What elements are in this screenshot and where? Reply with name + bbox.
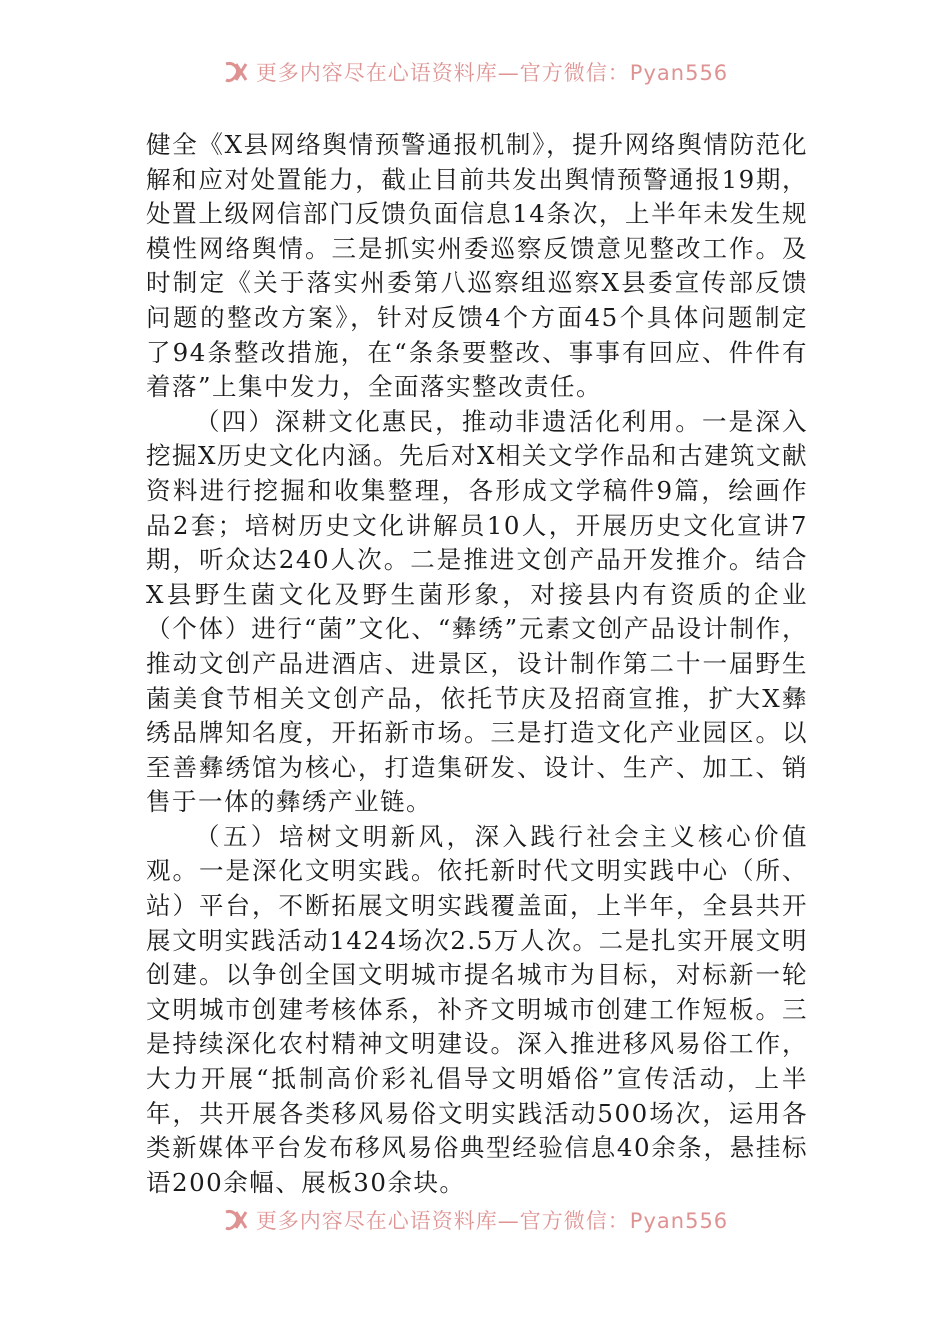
document-body (146, 128, 808, 1200)
paragraph-section-four: （四）深耕文化惠民，推动非遗活化利用。一是深入挖掘X历史文化内涵。先后对X相关文学作品和古建筑文献资料进行挖掘和收集整理，各形成文学稿件9篇，绘画作品2套；培树历史文化讲解员10人，开展历史文化宣讲7期，听众达240人次。二是推进文创产品开发推介。结合X县野生菌文化及野生菌形象，对接县内有资质的企业（个体）进行“菌”文化、“彝绣”元素文创产品设计制作，推动文创产品进酒店、进景区，设计制作第二十一届野生菌美食节相关文创产品，依托节庆及招商宣推，扩大X彝绣品牌知名度，开拓新市场。三是打造文化产业园区。以至善彝绣馆为核心，打造集研发、设计、生产、加工、销售于一体的彝绣产业链。 (146, 406, 808, 817)
paragraph-continued: 健全《X县网络舆情预警通报机制》，提升网络舆情防范化解和应对处置能力，截止目前共发出舆情预警通报19期，处置上级网信部门反馈负面信息14条次，上半年未发生规模性网络舆情。三是抓实州委巡察反馈意见整改工作。及时制定《关于落实州委第八巡察组巡察X县委宣传部反馈问题的整改方案》，针对反馈4个方面45个具体问题制定了94条整改措施，在“条条要整改、事事有回应、件件有着落”上集中发力，全面落实整改责任。 (146, 130, 808, 402)
header-watermark (0, 55, 950, 89)
header-watermark-text: 更多内容尽在心语资料库—官方微信：Pyan556 (255, 61, 729, 85)
dx-logo-icon (222, 58, 250, 86)
paragraph-section-five: （五）培树文明新风，深入践行社会主义核心价值观。一是深化文明实践。依托新时代文明实践中心（所、站）平台，不断拓展文明实践覆盖面，上半年，全县共开展文明实践活动1424场次2.5万人次。二是扎实开展文明创建。以争创全国文明城市提名城市为目标，对标新一轮文明城市创建考核体系，补齐文明城市创建工作短板。三是持续深化农村精神文明建设。深入推进移风易俗工作，大力开展“抵制高价彩礼倡导文明婚俗”宣传活动，上半年，共开展各类移风易俗文明实践活动500场次，运用各类新媒体平台发布移风易俗典型经验信息40余条，悬挂标语200余幅、展板30余块。 (146, 821, 808, 1197)
footer-watermark (0, 1203, 950, 1237)
dx-logo-icon (222, 1206, 250, 1234)
footer-watermark-text: 更多内容尽在心语资料库—官方微信：Pyan556 (255, 1209, 729, 1233)
